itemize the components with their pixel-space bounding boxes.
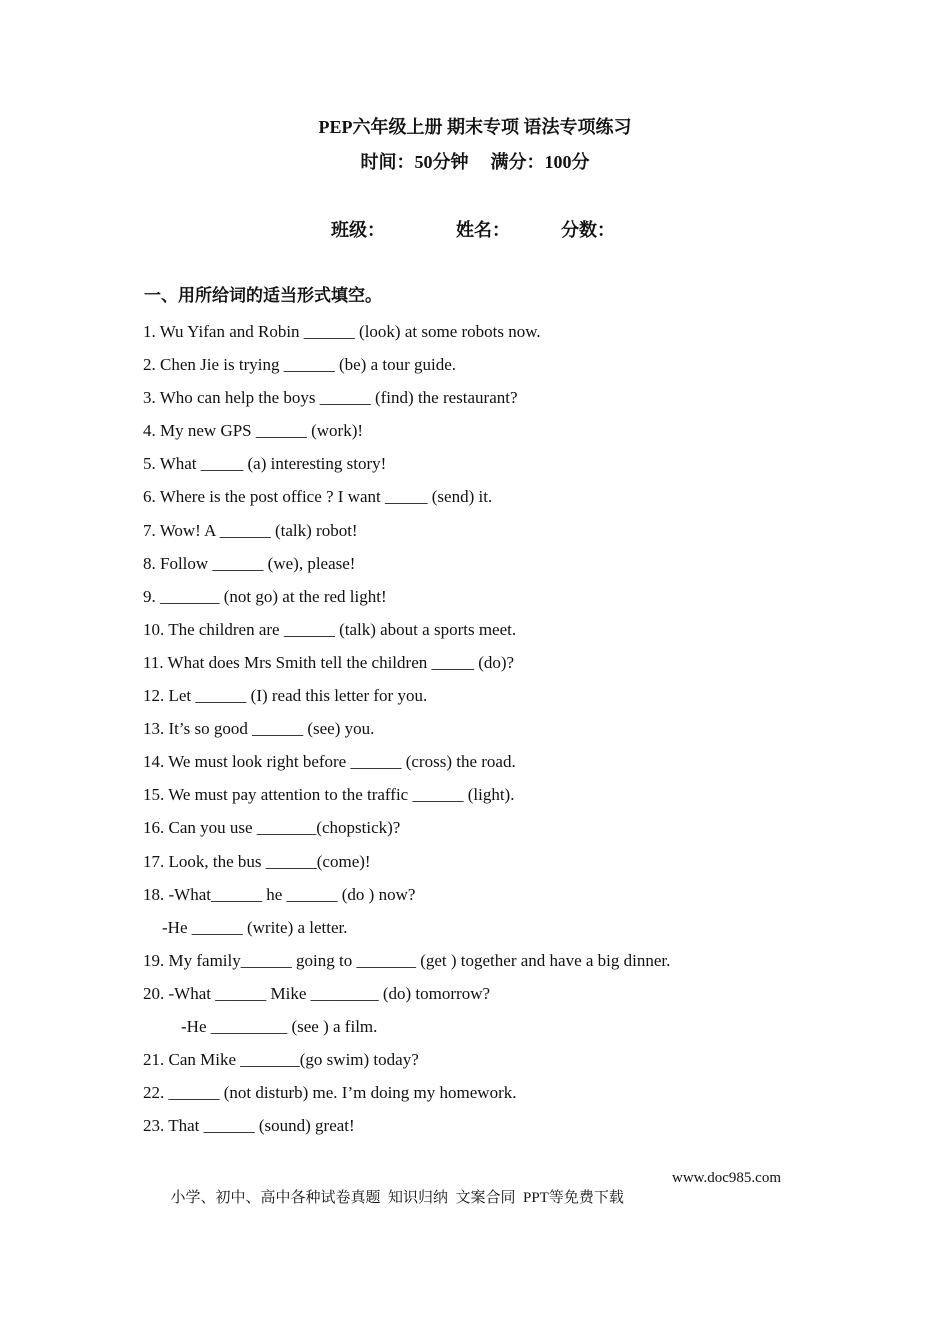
question-5: 5. What _____ (a) interesting story! bbox=[143, 454, 387, 474]
question-6: 6. Where is the post office ? I want _____ (send) it. bbox=[143, 487, 493, 507]
footer-url: www.doc985.com bbox=[672, 1170, 782, 1186]
question-16: 16. Can you use _______(chopstick)? bbox=[143, 818, 401, 838]
question-7: 7. Wow! A ______ (talk) robot! bbox=[143, 520, 358, 540]
student-info-row bbox=[0, 219, 950, 241]
question-15: 15. We must pay attention to the traffic ______ (light). bbox=[143, 785, 515, 805]
question-11: 11. What does Mrs Smith tell the children _____ (do)? bbox=[143, 652, 515, 672]
question-13: 13. It’s so good ______ (see) you. bbox=[143, 719, 375, 739]
class-label: 班级： bbox=[331, 220, 385, 240]
question-17: 17. Look, the bus ______(come)! bbox=[143, 851, 371, 871]
question-22: 22. ______ (not disturb) me. I’m doing my homework. bbox=[143, 1083, 517, 1103]
footer-text: 小学、初中、高中各种试卷真题 知识归纳 文案合同 PPT等免费下载 bbox=[170, 1190, 624, 1206]
exam-meta bbox=[0, 151, 950, 173]
question-20: 20. -What ______ Mike ________ (do) tomorrow? bbox=[143, 983, 491, 1003]
question-4: 4. My new GPS ______ (work)! bbox=[143, 421, 364, 441]
question-21: 21. Can Mike _______(go swim) today? bbox=[143, 1050, 419, 1070]
question-20-reply: -He _________ (see ) a film. bbox=[181, 1016, 378, 1036]
section-heading: 一、用所给词的适当形式填空。 bbox=[144, 286, 382, 305]
question-list bbox=[143, 315, 670, 1142]
question-10: 10. The children are ______ (talk) about a sports meet. bbox=[143, 619, 517, 639]
question-1: 1. Wu Yifan and Robin ______ (look) at some robots now. bbox=[143, 322, 541, 341]
page-footer bbox=[163, 1168, 782, 1228]
question-3: 3. Who can help the boys ______ (find) the restaurant? bbox=[143, 388, 518, 408]
exam-time: 时间：50分钟 bbox=[360, 152, 469, 172]
question-14: 14. We must look right before ______ (cross) the road. bbox=[143, 752, 516, 772]
question-18: 18. -What______ he ______ (do ) now? bbox=[143, 884, 416, 904]
question-12: 12. Let ______ (I) read this letter for you. bbox=[143, 686, 428, 706]
question-23: 23. That ______ (sound) great! bbox=[143, 1116, 355, 1136]
name-label: 姓名： bbox=[456, 220, 510, 240]
score-label: 分数： bbox=[561, 220, 615, 240]
question-8: 8. Follow ______ (we), please! bbox=[143, 553, 356, 573]
question-2: 2. Chen Jie is trying ______ (be) a tour guide. bbox=[143, 355, 457, 375]
question-19: 19. My family______ going to _______ (get ) together and have a big dinner. bbox=[143, 950, 671, 970]
exam-full-score: 满分：100分 bbox=[490, 152, 590, 172]
document-title: PEP六年级上册 期末专项 语法专项练习 bbox=[318, 117, 632, 137]
question-9: 9. _______ (not go) at the red light! bbox=[143, 586, 387, 606]
question-18-reply: -He ______ (write) a letter. bbox=[162, 917, 348, 937]
